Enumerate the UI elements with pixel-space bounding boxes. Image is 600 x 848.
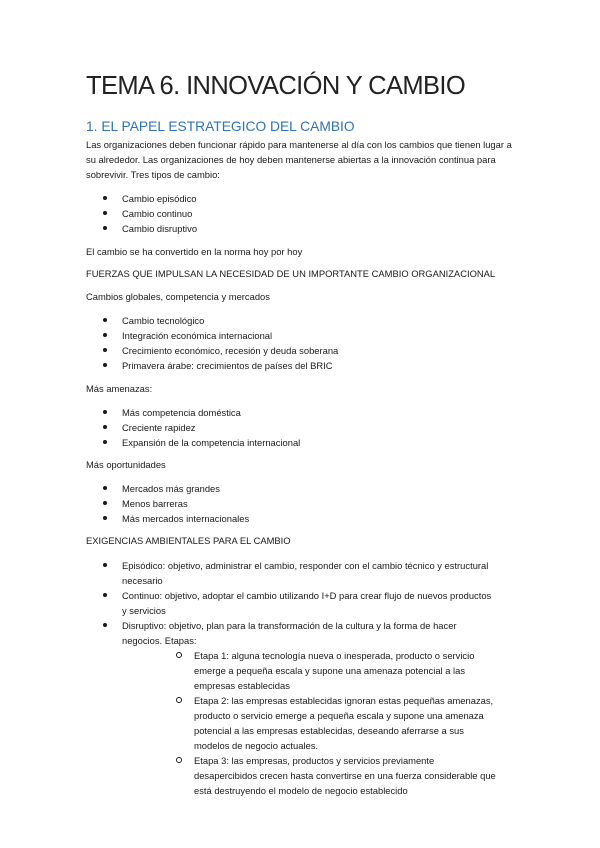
list-item: Mercados más grandes <box>86 481 516 496</box>
bullet-icon <box>103 410 107 414</box>
list-item: Cambio episódico <box>86 191 516 206</box>
list-item: Primavera árabe: crecimientos de países del BRIC <box>86 358 516 373</box>
intro-paragraph: Las organizaciones deben funcionar rápido para mantenerse al día con los cambios que tienen lugar a su alrededor. Las organizaciones de hoy deben mantenerse abiertas a la innovación continua para sobrevivir. Tres tipos de cambio: <box>86 139 512 180</box>
bullet-icon <box>103 226 107 230</box>
list-item: Continuo: objetivo, adoptar el cambio utilizando I+D para crear flujo de nuevos productos y servicios <box>86 588 496 618</box>
bullet-icon <box>103 196 107 200</box>
list-item: Menos barreras <box>86 496 516 511</box>
bullet-icon <box>103 593 107 597</box>
bullet-icon <box>103 623 107 627</box>
list-item: Etapa 1: alguna tecnología nueva o inesperada, producto o servicio emerge a pequeña escala y supone una amenaza potencial a las empresas establecidas <box>122 648 496 693</box>
global-heading: Cambios globales, competencia y mercados <box>86 291 270 302</box>
list-item: Integración económica internacional <box>86 328 516 343</box>
bullet-icon <box>103 211 107 215</box>
list-item: Etapa 2: las empresas establecidas ignoran estas pequeñas amenazas, producto o servicio emerge a pequeña escala y supone una amenaza potencial a las empresas establecidas, deseando aferrarse a sus modelos de negocio actuales. <box>122 693 496 753</box>
section-heading: 1. EL PAPEL ESTRATEGICO DEL CAMBIO <box>86 119 355 134</box>
demands-heading: EXIGENCIAS AMBIENTALES PARA EL CAMBIO <box>86 535 291 546</box>
bullet-icon <box>103 333 107 337</box>
global-list <box>86 313 516 373</box>
stages-list <box>122 648 496 798</box>
list-item: Expansión de la competencia internacional <box>86 435 516 450</box>
bullet-icon <box>103 516 107 520</box>
threats-heading: Más amenazas: <box>86 383 153 394</box>
demands-list <box>86 558 496 798</box>
bullet-icon <box>103 486 107 490</box>
change-types-list <box>86 191 516 236</box>
bullet-icon <box>103 440 107 444</box>
list-item: Creciente rapidez <box>86 420 516 435</box>
opportunities-list <box>86 481 516 526</box>
forces-heading: FUERZAS QUE IMPULSAN LA NECESIDAD DE UN IMPORTANTE CAMBIO ORGANIZACIONAL <box>86 268 496 279</box>
list-item: Cambio disruptivo <box>86 221 516 236</box>
opportunities-heading: Más oportunidades <box>86 459 166 470</box>
threats-list <box>86 405 516 450</box>
list-item: Cambio continuo <box>86 206 516 221</box>
bullet-icon <box>103 425 107 429</box>
list-item: Disruptivo: objetivo, plan para la transformación de la cultura y la forma de hacer negocios. Etapas: Etapa 1: alguna tecnología nueva o inesperada, producto o servicio emerge a pequeña escala y supone una amenaza potencial a las empresas establecidas Etapa 2: las empresas establecidas ignoran estas pequeñas amenazas, producto o servicio emerge a pequeña escala y supone una amenaza potencial a las empresas establecidas, deseando aferrarse a sus modelos de negocio actuales. Etapa 3: las empresas, productos y servicios previamente desapercibidos crecen hasta convertirse en una fuerza considerable que está destruyendo el modelo de negocio establecido <box>86 618 496 798</box>
list-item: Crecimiento económico, recesión y deuda soberana <box>86 343 516 358</box>
bullet-icon <box>103 348 107 352</box>
bullet-icon <box>103 363 107 367</box>
list-item: Más competencia doméstica <box>86 405 516 420</box>
page-title: TEMA 6. INNOVACIÓN Y CAMBIO <box>86 72 466 100</box>
hollow-bullet-icon <box>176 652 182 658</box>
list-item: Cambio tecnológico <box>86 313 516 328</box>
list-item: Etapa 3: las empresas, productos y servicios previamente desapercibidos crecen hasta convertirse en una fuerza considerable que está destruyendo el modelo de negocio establecido <box>122 753 496 798</box>
bullet-icon <box>103 563 107 567</box>
list-item: Episódico: objetivo, administrar el cambio, responder con el cambio técnico y estructural necesario <box>86 558 496 588</box>
bullet-icon <box>103 318 107 322</box>
hollow-bullet-icon <box>176 697 182 703</box>
bullet-icon <box>103 501 107 505</box>
list-item: Más mercados internacionales <box>86 511 516 526</box>
norm-line: El cambio se ha convertido en la norma hoy por hoy <box>86 246 303 257</box>
hollow-bullet-icon <box>176 757 182 763</box>
